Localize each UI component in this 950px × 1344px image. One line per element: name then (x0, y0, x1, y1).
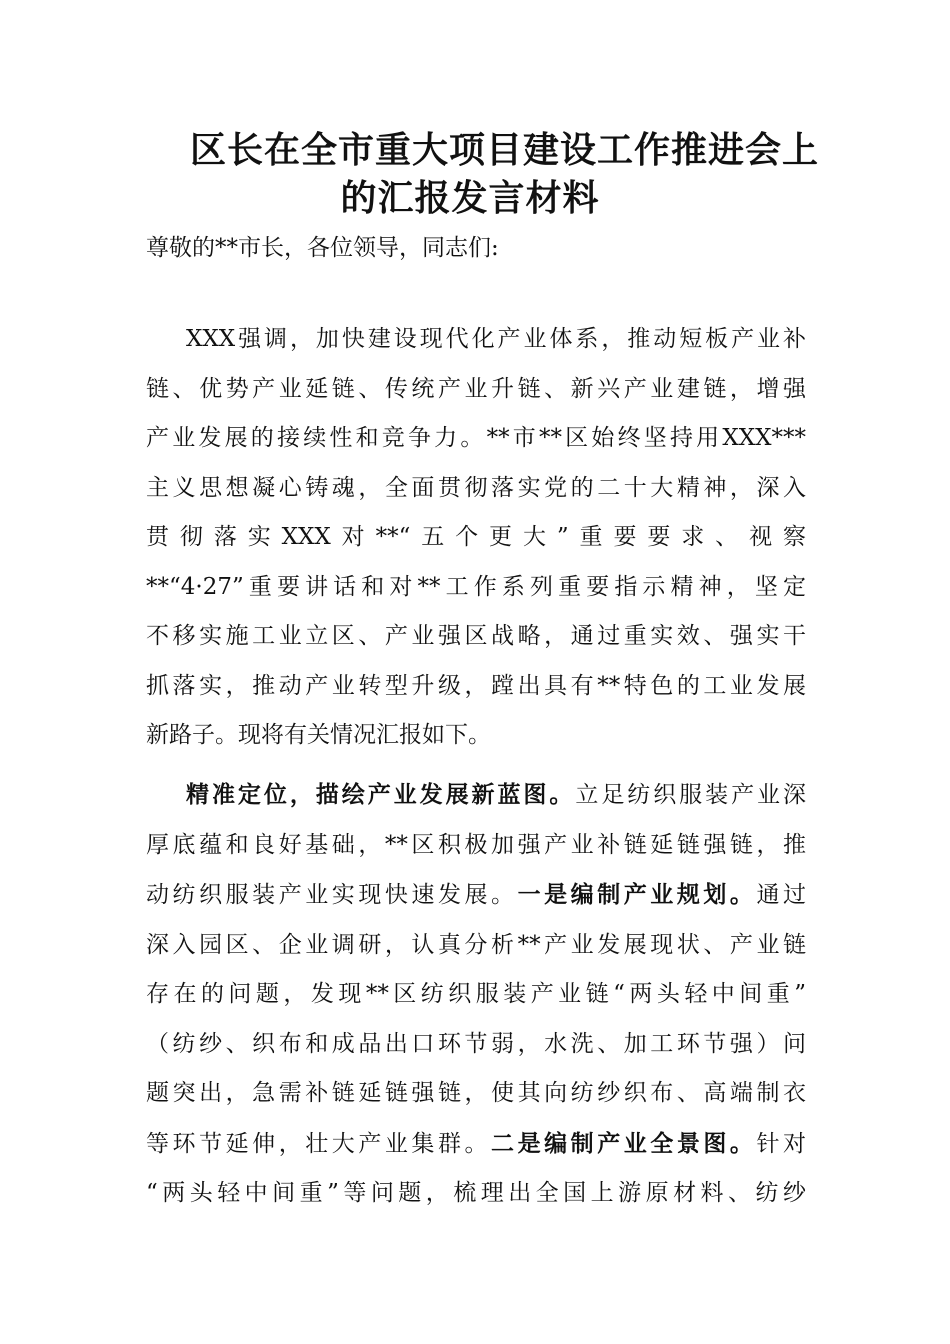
paragraph-line: 主义思想凝心铸魂，全面贯彻落实党的二十大精神，深入 (146, 474, 806, 501)
paragraph-intro (146, 315, 806, 761)
paragraph-text: 等环节延伸，壮大产业集群。 (146, 1130, 492, 1157)
paragraph-text: 针对 (756, 1130, 807, 1157)
paragraph-text: 立足纺织服装产业深 (575, 782, 807, 808)
subsection-heading: 一是编制产业规划。 (517, 881, 757, 908)
paragraph-line: **“4·27”重要讲话和对**工作系列重要指示精神，坚定 (146, 573, 806, 600)
document-title (140, 126, 820, 222)
paragraph-line: （纺纱、织布和成品出口环节弱，水洗、加工环节强）问 (146, 1030, 806, 1057)
paragraph-line: 深入园区、企业调研，认真分析**产业发展现状、产业链 (146, 931, 806, 958)
paragraph-line: 存在的问题，发现**区纺织服装产业链“两头轻中间重” (146, 981, 806, 1007)
section-heading: 精准定位，描绘产业发展新蓝图。 (186, 781, 576, 808)
paragraph-line: 贯彻落实XXX对**“五个更大”重要要求、视察 (146, 524, 806, 550)
paragraph-line: 新路子。现将有关情况汇报如下。 (146, 722, 491, 748)
paragraph-line: 不移实施工业立区、产业强区战略，通过重实效、强实干 (146, 623, 806, 649)
title-line-2: 的汇报发言材料 (340, 177, 600, 219)
paragraph-precise-positioning (146, 770, 806, 1219)
paragraph-text: 动纺织服装产业实现快速发展。 (146, 882, 518, 908)
paragraph-line: 抓落实，推动产业转型升级，蹚出具有**特色的工业发展 (146, 672, 806, 699)
paragraph-line: 厚底蕴和良好基础，**区积极加强产业补链延链强链，推 (146, 831, 806, 858)
paragraph-line: 产业发展的接续性和竞争力。**市**区始终坚持用XXX*** (146, 425, 806, 451)
paragraph-line (146, 1119, 806, 1170)
paragraph-text: 通过 (756, 882, 807, 908)
paragraph-line: 链、优势产业延链、传统产业升链、新兴产业建链，增强 (146, 375, 806, 402)
paragraph-line (146, 870, 806, 921)
paragraph-line: XXX强调，加快建设现代化产业体系，推动短板产业补 (186, 326, 806, 352)
paragraph-line: “两头轻中间重”等问题，梳理出全国上游原材料、纺纱 (146, 1180, 806, 1206)
salutation: 尊敬的**市长，各位领导，同志们: (146, 235, 499, 261)
subsection-heading: 二是编制产业全景图。 (491, 1129, 757, 1157)
title-line-1: 区长在全市重大项目建设工作推进会上 (190, 129, 820, 171)
paragraph-line: 题突出，急需补链延链强链，使其向纺纱织布、高端制衣 (146, 1080, 806, 1106)
paragraph-line (146, 770, 806, 821)
